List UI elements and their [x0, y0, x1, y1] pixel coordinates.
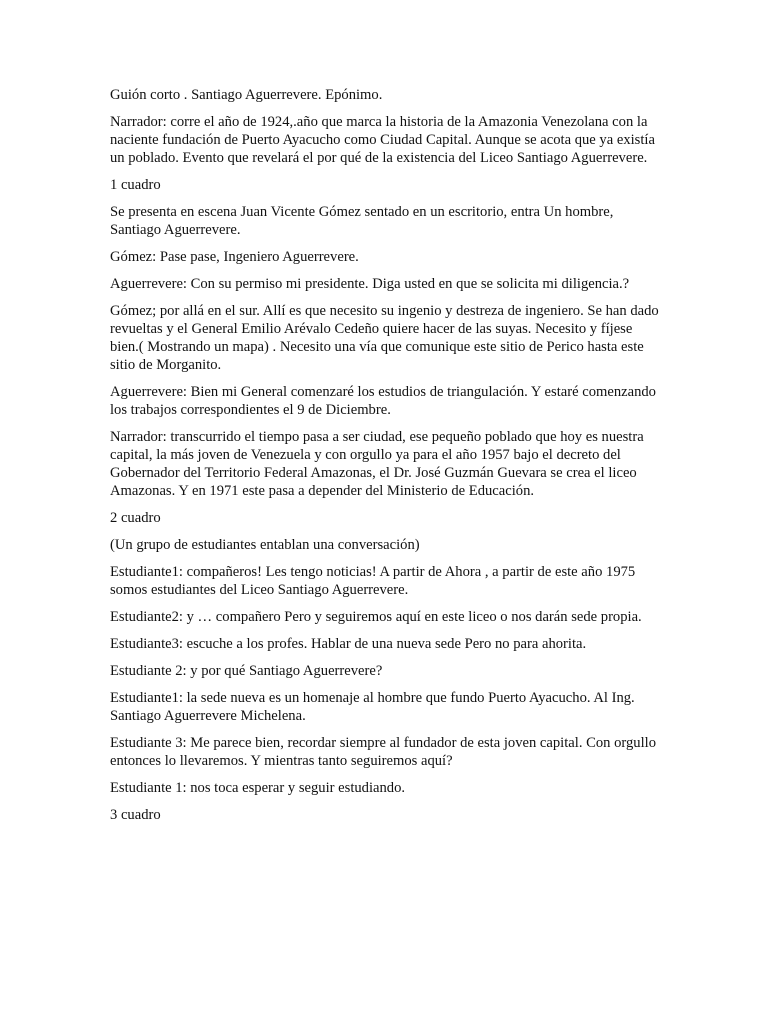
dialogue-line: Aguerrevere: Bien mi General comenzaré los estudios de triangulación. Y estaré comenzando los trabajos correspondientes el 9 de Diciembre. — [110, 384, 656, 418]
narrator-line: Narrador: transcurrido el tiempo pasa a ser ciudad, ese pequeño poblado que hoy es nuestra capital, la más joven de Venezuela y con orgullo ya para el año 1957 bajo el decreto del Gobernador del Territorio Federal Amazonas, el Dr. José Guzmán Guevara se crea el liceo Amazonas. Y en 1971 este pasa a depender del Ministerio de Educación. — [110, 429, 644, 499]
scene-heading-3: 3 cuadro — [110, 807, 161, 823]
dialogue-line: Estudiante 2: y por qué Santiago Aguerrevere? — [110, 663, 383, 679]
document-title: Guión corto . Santiago Aguerrevere. Epónimo. — [110, 87, 383, 103]
dialogue-line: Estudiante1: la sede nueva es un homenaje al hombre que fundo Puerto Ayacucho. Al Ing. Santiago Aguerrevere Michelena. — [110, 690, 635, 724]
dialogue-line: Gómez: Pase pase, Ingeniero Aguerrevere. — [110, 249, 359, 265]
scene-heading-2: 2 cuadro — [110, 510, 161, 526]
dialogue-line: Estudiante 3: Me parece bien, recordar siempre al fundador de esta joven capital. Con orgullo entonces lo llevaremos. Y mientras tanto seguiremos aquí? — [110, 735, 656, 769]
stage-direction: (Un grupo de estudiantes entablan una conversación) — [110, 537, 420, 553]
dialogue-line: Estudiante 1: nos toca esperar y seguir estudiando. — [110, 780, 406, 796]
dialogue-line: Estudiante2: y … compañero Pero y seguiremos aquí en este liceo o nos darán sede propia. — [110, 609, 642, 625]
dialogue-line: Aguerrevere: Con su permiso mi presidente. Diga usted en que se solicita mi diligencia.? — [110, 276, 630, 292]
dialogue-line: Gómez; por allá en el sur. Allí es que necesito su ingenio y destreza de ingeniero. Se han dado revueltas y el General Emilio Arévalo Cedeño quiere hacer de las suyas. Necesito y fíjese bien.( Mostrando un mapa) . Necesito una vía que comunique este sitio de Perico hasta este sitio de Morganito. — [110, 303, 659, 373]
scene-heading-1: 1 cuadro — [110, 177, 161, 193]
document-page — [110, 86, 660, 833]
narrator-intro: Narrador: corre el año de 1924,.año que marca la historia de la Amazonia Venezolana con la naciente fundación de Puerto Ayacucho como Ciudad Capital. Aunque se acota que ya existía un poblado. Evento que revelará el por qué de la existencia del Liceo Santiago Aguerrevere. — [110, 114, 655, 166]
dialogue-line: Estudiante3: escuche a los profes. Hablar de una nueva sede Pero no para ahorita. — [110, 636, 587, 652]
stage-direction: Se presenta en escena Juan Vicente Gómez sentado en un escritorio, entra Un hombre, Santiago Aguerrevere. — [110, 204, 614, 238]
dialogue-line: Estudiante1: compañeros! Les tengo noticias! A partir de Ahora , a partir de este año 1975 somos estudiantes del Liceo Santiago Aguerrevere. — [110, 564, 636, 598]
